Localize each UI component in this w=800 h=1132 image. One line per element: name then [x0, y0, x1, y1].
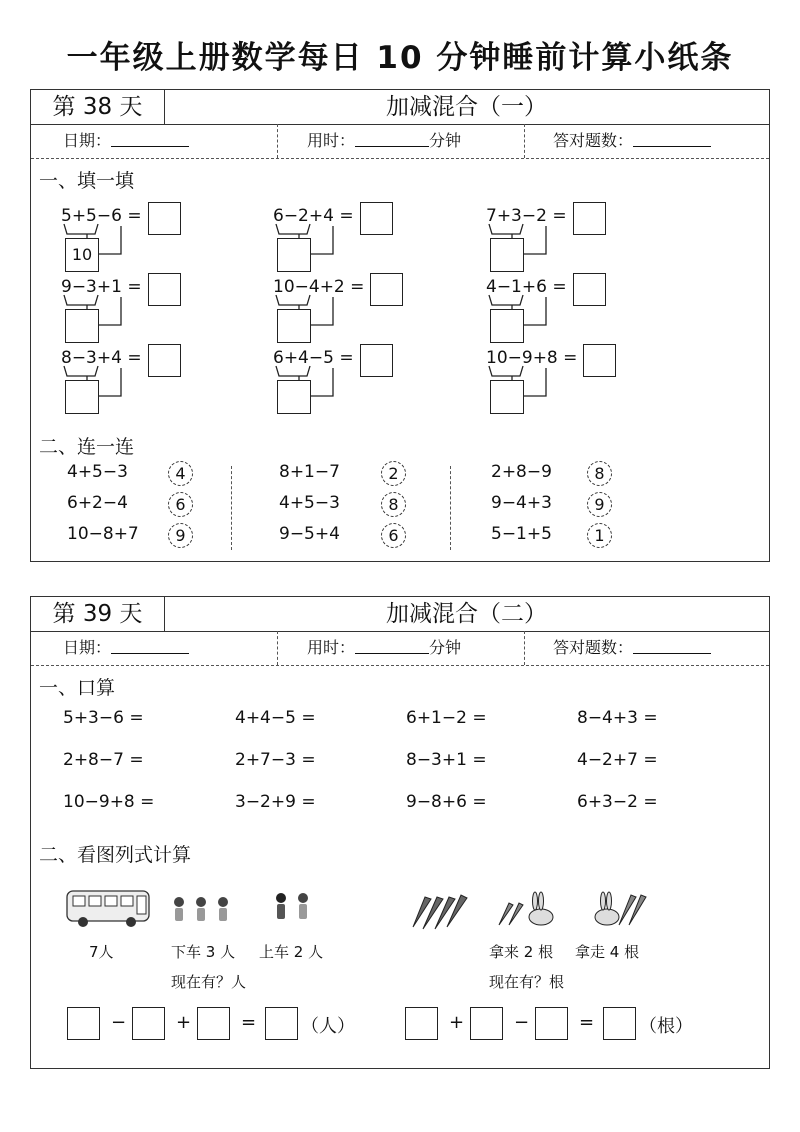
bracket-line — [276, 366, 333, 396]
take-caption: 拿走 4 根 — [575, 943, 640, 961]
bracket-line — [489, 366, 546, 396]
day39-card — [30, 596, 770, 1069]
match-expression[interactable]: 9−4+3 — [491, 493, 552, 513]
day39-section1-title: 一、口算 — [39, 677, 116, 699]
bus-icon — [67, 891, 149, 927]
off-caption: 下车 3 人 — [171, 943, 236, 961]
match-expression[interactable]: 8+1−7 — [279, 462, 340, 482]
column-divider — [450, 466, 451, 550]
answer-box[interactable] — [265, 1007, 298, 1040]
column-divider — [231, 466, 232, 550]
answer-box[interactable] — [535, 1007, 568, 1040]
date-field[interactable]: 日期： — [63, 631, 189, 665]
fill-expression: 8−3+4 = — [61, 348, 142, 368]
oral-expression: 8−3+1 = — [406, 750, 487, 770]
fill-expression: 6+4−5 = — [273, 348, 354, 368]
left-question: 现在有？人 — [171, 973, 247, 991]
oral-expression: 6+1−2 = — [406, 708, 487, 728]
match-expression[interactable]: 2+8−9 — [491, 462, 552, 482]
answer-box[interactable] — [197, 1007, 230, 1040]
fill-expression: 5+5−6 = — [61, 206, 142, 226]
fill-expression: 10−4+2 = — [273, 277, 365, 297]
day38-card — [30, 89, 770, 562]
oral-expression: 6+3−2 = — [577, 792, 658, 812]
carrots-icon — [413, 895, 467, 929]
operator: = — [241, 1012, 257, 1033]
day39-section2-title: 二、看图列式计算 — [39, 844, 192, 866]
match-expression[interactable]: 4+5−3 — [279, 493, 340, 513]
oral-expression: 5+3−6 = — [63, 708, 144, 728]
bracket-line — [64, 295, 121, 325]
match-number[interactable]: 9 — [587, 492, 612, 517]
time-field[interactable]: 用时： 分钟 — [307, 124, 461, 158]
bracket-line — [276, 224, 333, 254]
fill-expression: 10−9+8 = — [486, 348, 578, 368]
oral-expression: 2+7−3 = — [235, 750, 316, 770]
intermediate-box[interactable]: 10 — [65, 238, 99, 272]
operator: − — [514, 1012, 530, 1033]
answer-box[interactable] — [132, 1007, 165, 1040]
oral-expression: 4−2+7 = — [577, 750, 658, 770]
operator: + — [449, 1012, 465, 1033]
bus-caption: 7人 — [89, 943, 114, 961]
oral-expression: 10−9+8 = — [63, 792, 155, 812]
rabbit-carrots-icon-2 — [595, 892, 646, 925]
match-number[interactable]: 1 — [587, 523, 612, 548]
operator: − — [111, 1012, 127, 1033]
day39-topic: 加减混合（二） — [386, 601, 547, 627]
match-number[interactable]: 6 — [168, 492, 193, 517]
fill-expression: 6−2+4 = — [273, 206, 354, 226]
match-number[interactable]: 9 — [168, 523, 193, 548]
answer-box[interactable] — [405, 1007, 438, 1040]
answer-box[interactable] — [67, 1007, 100, 1040]
oral-expression: 3−2+9 = — [235, 792, 316, 812]
day38-section2-title: 二、连一连 — [39, 436, 135, 458]
operator: + — [176, 1012, 192, 1033]
on-caption: 上车 2 人 — [259, 943, 324, 961]
picture-area — [31, 597, 771, 1070]
match-number[interactable]: 2 — [381, 461, 406, 486]
match-expression[interactable]: 9−5+4 — [279, 524, 340, 544]
match-number[interactable]: 6 — [381, 523, 406, 548]
answer-box[interactable] — [603, 1007, 636, 1040]
passengers-on-icon — [276, 893, 308, 919]
match-number[interactable]: 4 — [168, 461, 193, 486]
match-expression[interactable]: 10−8+7 — [67, 524, 139, 544]
fill-expression: 9−3+1 = — [61, 277, 142, 297]
oral-expression: 2+8−7 = — [63, 750, 144, 770]
match-number[interactable]: 8 — [381, 492, 406, 517]
match-number[interactable]: 8 — [587, 461, 612, 486]
oral-expression: 9−8+6 = — [406, 792, 487, 812]
fill-expression: 4−1+6 = — [486, 277, 567, 297]
fill-expression: 7+3−2 = — [486, 206, 567, 226]
answer-box[interactable] — [470, 1007, 503, 1040]
oral-expression: 4+4−5 = — [235, 708, 316, 728]
operator: = — [579, 1012, 595, 1033]
bracket-line — [64, 366, 121, 396]
day38-topic: 加减混合（一） — [386, 94, 547, 120]
match-expression[interactable]: 5−1+5 — [491, 524, 552, 544]
score-field[interactable]: 答对题数： — [553, 124, 711, 158]
date-field[interactable]: 日期： — [63, 124, 189, 158]
bracket-line — [276, 295, 333, 325]
bring-caption: 拿来 2 根 — [489, 943, 554, 961]
match-expression[interactable]: 6+2−4 — [67, 493, 128, 513]
day39-day-label: 第 39 天 — [31, 597, 165, 631]
bracket-lines — [31, 90, 771, 563]
score-field[interactable]: 答对题数： — [553, 631, 711, 665]
time-field[interactable]: 用时： 分钟 — [307, 631, 461, 665]
match-expression[interactable]: 4+5−3 — [67, 462, 128, 482]
passengers-off-icon — [174, 897, 228, 921]
bracket-line — [64, 224, 121, 254]
rabbit-carrots-icon — [499, 892, 553, 925]
unit-label: （人） — [301, 1016, 355, 1037]
bracket-line — [489, 224, 546, 254]
right-question: 现在有？根 — [489, 973, 565, 991]
day38-day-label: 第 38 天 — [31, 90, 165, 124]
page-title: 一年级上册数学每日 10 分钟睡前计算小纸条 — [66, 40, 734, 76]
unit-label: （根） — [639, 1016, 693, 1037]
oral-expression: 8−4+3 = — [577, 708, 658, 728]
day38-section1-title: 一、填一填 — [39, 170, 135, 192]
bracket-line — [489, 295, 546, 325]
